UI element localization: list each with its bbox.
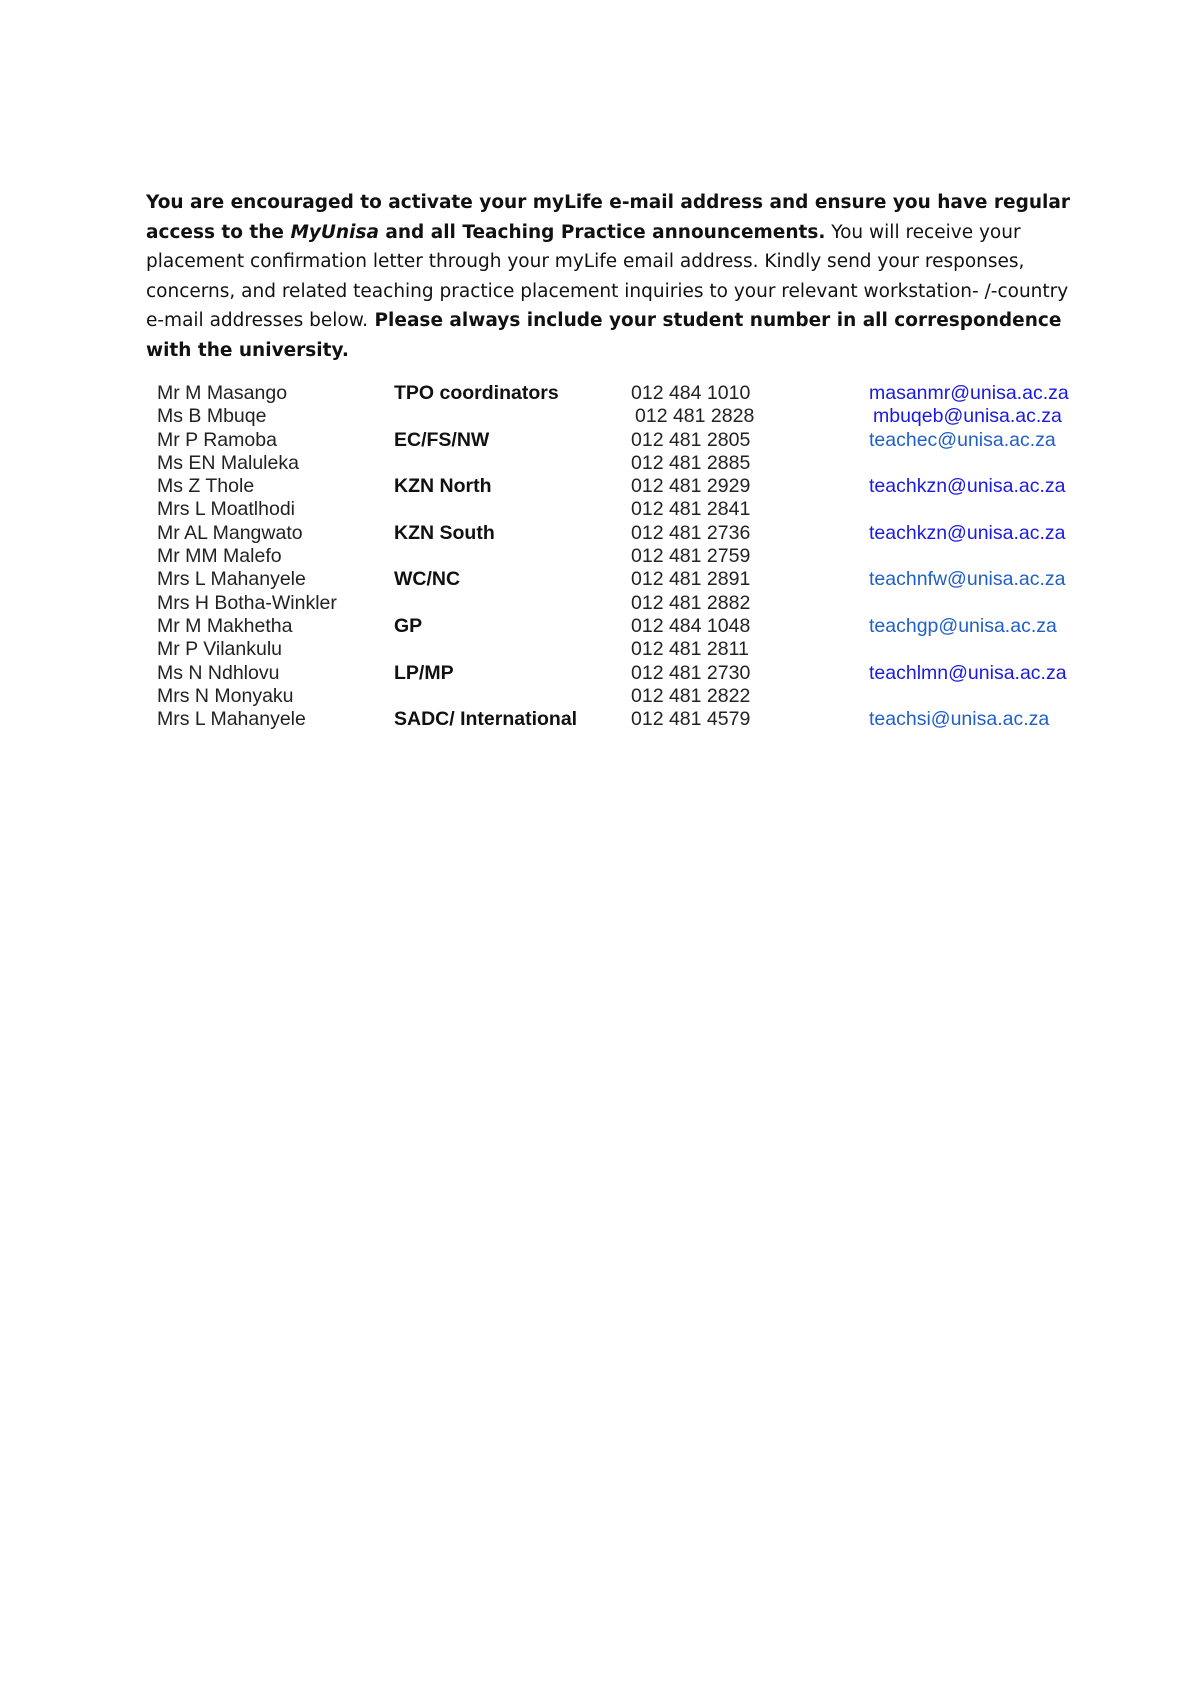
contact-email-link[interactable]: teachkzn@unisa.ac.za bbox=[869, 475, 1066, 498]
contact-row bbox=[157, 592, 1097, 615]
intro-bold-announcements: and all Teaching Practice announcements. bbox=[378, 221, 826, 243]
contact-name: Ms EN Maluleka bbox=[157, 451, 299, 474]
contact-phone: 012 484 1010 bbox=[631, 382, 751, 404]
contact-name: Mrs L Mahanyele bbox=[157, 708, 306, 731]
contact-phone: 012 484 1048 bbox=[631, 614, 751, 637]
contact-row bbox=[157, 382, 1097, 405]
contact-phone: 012 481 2730 bbox=[631, 661, 751, 684]
contact-region: LP/MP bbox=[394, 661, 454, 684]
contact-row bbox=[157, 452, 1097, 475]
contact-name: Mr M Makhetha bbox=[157, 614, 293, 637]
contact-name: Ms Z Thole bbox=[157, 475, 255, 498]
contact-region: GP bbox=[394, 614, 423, 637]
intro-bold-lead: You are encouraged to activate your myLife e-mail address and ensure you have regular access to the bbox=[146, 192, 1070, 243]
contact-email-link[interactable]: teachgp@unisa.ac.za bbox=[869, 614, 1057, 637]
contact-email-link[interactable]: masanmr@unisa.ac.za bbox=[869, 382, 1069, 404]
contact-email-link[interactable]: teachnfw@unisa.ac.za bbox=[869, 568, 1066, 591]
contact-row bbox=[157, 568, 1097, 591]
contact-region: EC/FS/NW bbox=[394, 428, 490, 451]
contact-email-link[interactable]: teachsi@unisa.ac.za bbox=[869, 708, 1050, 731]
contact-name: Mrs L Mahanyele bbox=[157, 568, 306, 591]
contact-email-link[interactable]: teachlmn@unisa.ac.za bbox=[869, 661, 1067, 684]
contact-name: Ms N Ndhlovu bbox=[157, 661, 280, 684]
contact-row bbox=[157, 522, 1097, 545]
contact-table bbox=[157, 382, 1097, 731]
contact-region: KZN North bbox=[394, 475, 492, 498]
contact-name: Mr P Ramoba bbox=[157, 428, 277, 451]
contact-email-link[interactable]: mbuqeb@unisa.ac.za bbox=[873, 405, 1062, 428]
contact-name: Mrs L Moatlhodi bbox=[157, 498, 295, 521]
contact-row bbox=[157, 405, 1097, 428]
intro-body: You will receive your placement confirmation letter through your myLife email address. Kindly send your responses, concerns, and related teaching practice placement inquiries to your relevant workstation- /-country e-mail addresses below. bbox=[146, 221, 1069, 331]
contact-name: Mrs N Monyaku bbox=[157, 684, 294, 707]
contact-row bbox=[157, 662, 1097, 685]
intro-myunisa: MyUnisa bbox=[290, 221, 379, 243]
contact-phone: 012 481 2805 bbox=[631, 428, 751, 451]
contact-name: Mr M Masango bbox=[157, 382, 288, 404]
intro-bold-student-number: Please always include your student number in all correspondence with the university. bbox=[146, 310, 1062, 361]
contact-name: Mr MM Malefo bbox=[157, 545, 282, 568]
contact-phone: 012 481 2828 bbox=[635, 405, 755, 428]
contact-row bbox=[157, 708, 1097, 731]
contact-row bbox=[157, 615, 1097, 638]
contact-phone: 012 481 2822 bbox=[631, 684, 751, 707]
contact-phone: 012 481 2841 bbox=[631, 498, 751, 521]
contact-row bbox=[157, 685, 1097, 708]
contact-name: Ms B Mbuqe bbox=[157, 405, 267, 428]
contact-row bbox=[157, 545, 1097, 568]
contact-region: WC/NC bbox=[394, 568, 461, 591]
contact-row bbox=[157, 498, 1097, 521]
contact-name: Mr P Vilankulu bbox=[157, 638, 283, 661]
contact-region: SADC/ International bbox=[394, 708, 578, 731]
contact-email-link[interactable]: teachec@unisa.ac.za bbox=[869, 428, 1056, 451]
contact-phone: 012 481 2929 bbox=[631, 475, 751, 498]
contact-name: Mrs H Botha-Winkler bbox=[157, 591, 337, 614]
contact-phone: 012 481 2885 bbox=[631, 451, 751, 474]
contact-region: TPO coordinators bbox=[394, 382, 559, 404]
contact-phone: 012 481 4579 bbox=[631, 708, 751, 731]
contact-phone: 012 481 2811 bbox=[631, 638, 749, 661]
contact-phone: 012 481 2882 bbox=[631, 591, 751, 614]
contact-phone: 012 481 2891 bbox=[631, 568, 751, 591]
contact-name: Mr AL Mangwato bbox=[157, 521, 303, 544]
contact-email-link[interactable]: teachkzn@unisa.ac.za bbox=[869, 521, 1066, 544]
contact-row bbox=[157, 429, 1097, 452]
contact-region: KZN South bbox=[394, 521, 495, 544]
contact-phone: 012 481 2736 bbox=[631, 521, 751, 544]
intro-paragraph bbox=[146, 188, 1076, 365]
contact-row bbox=[157, 638, 1097, 661]
contact-row bbox=[157, 475, 1097, 498]
contact-phone: 012 481 2759 bbox=[631, 545, 751, 568]
